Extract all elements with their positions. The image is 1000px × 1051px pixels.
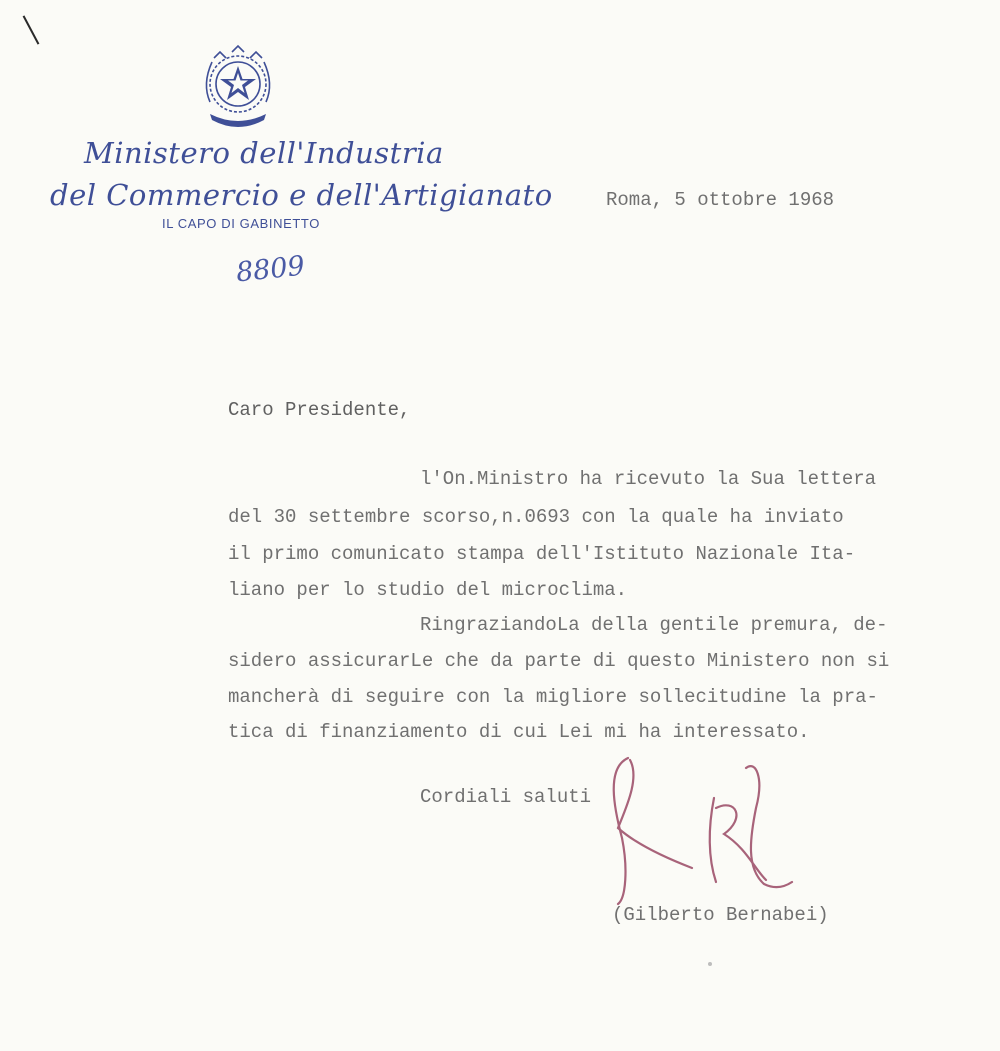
body-line: del 30 settembre scorso,n.0693 con la quale ha inviato (228, 506, 844, 528)
closing: Cordiali saluti (420, 786, 592, 808)
body-line: liano per lo studio del microclima. (228, 579, 628, 601)
letterhead-office: IL CAPO DI GABINETTO (162, 216, 320, 231)
letterhead-ministry-line1: Ministero dell'Industria (84, 136, 444, 170)
signatory-name: (Gilberto Bernabei) (612, 904, 829, 926)
letter-date: Roma, 5 ottobre 1968 (606, 189, 835, 211)
handwritten-signature (596, 748, 806, 908)
protocol-number: 8809 (234, 250, 307, 289)
pen-mark (23, 15, 40, 44)
paper-speck (708, 962, 712, 966)
body-line: l'On.Ministro ha ricevuto la Sua lettera (420, 468, 877, 490)
body-line: tica di finanziamento di cui Lei mi ha interessato. (228, 721, 810, 743)
republic-emblem-icon (196, 44, 280, 134)
letterhead-ministry-line2: del Commercio e dell'Artigianato (50, 178, 553, 212)
body-line: sidero assicurarLe che da parte di questo Ministero non si (228, 650, 890, 672)
body-line: il primo comunicato stampa dell'Istituto Nazionale Ita- (228, 543, 856, 565)
body-line: mancherà di seguire con la migliore sollecitudine la pra- (228, 686, 878, 708)
salutation: Caro Presidente, (228, 399, 411, 421)
body-line: RingraziandoLa della gentile premura, de- (420, 614, 888, 636)
